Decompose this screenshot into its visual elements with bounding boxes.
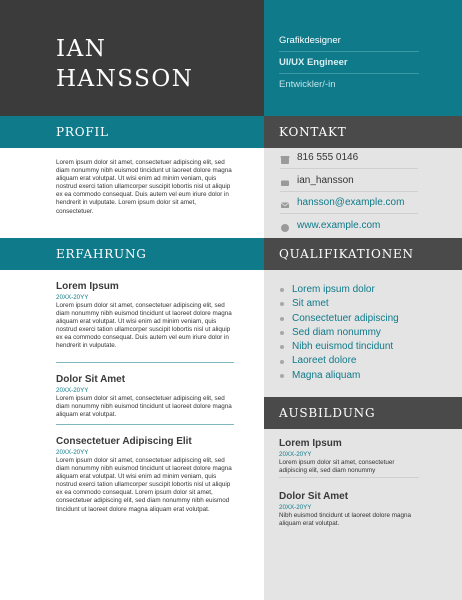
list-item bbox=[280, 369, 450, 383]
experience-divider bbox=[56, 362, 234, 363]
list-item bbox=[280, 312, 450, 326]
section-heading-ausbildung: AUSBILDUNG bbox=[264, 397, 462, 429]
qualification-text: Lorem ipsum dolor bbox=[292, 284, 375, 295]
contact-handle bbox=[280, 172, 450, 188]
contact-handle-text: ian_hansson bbox=[297, 174, 354, 186]
education-title: Dolor Sit Amet bbox=[279, 491, 349, 502]
list-item bbox=[280, 340, 450, 354]
title-uiux-engineer: UI/UX Engineer bbox=[279, 52, 419, 74]
bullet-icon bbox=[280, 317, 284, 321]
list-item bbox=[280, 283, 450, 297]
contact-divider bbox=[280, 213, 418, 214]
contact-phone bbox=[280, 149, 450, 165]
education-entry bbox=[279, 491, 424, 528]
list-item bbox=[280, 354, 450, 368]
education-date: 20XX-20YY bbox=[279, 451, 312, 458]
qualification-text: Consectetuer adipiscing bbox=[292, 312, 399, 324]
section-heading-kontakt: KONTAKT bbox=[264, 116, 462, 148]
last-name: HANSSON bbox=[56, 66, 194, 92]
experience-entry bbox=[56, 374, 234, 419]
education-title: Lorem Ipsum bbox=[279, 438, 342, 449]
list-item bbox=[280, 326, 450, 340]
experience-title: Consectetuer Adipiscing Elit bbox=[56, 436, 192, 447]
experience-date: 20XX-20YY bbox=[56, 294, 89, 301]
title-developer: Entwickler/-in bbox=[279, 79, 336, 90]
list-item bbox=[280, 297, 450, 311]
bullet-icon bbox=[280, 345, 284, 349]
contact-email[interactable] bbox=[280, 194, 450, 210]
bullet-icon bbox=[280, 331, 284, 335]
experience-title: Lorem Ipsum bbox=[56, 281, 119, 292]
experience-description: Lorem ipsum dolor sit amet, consectetuer adipiscing elit, sed diam nonummy nibh euismod tincidunt ut laoreet dolore magna aliquam erat volutpat. Ut wisi enim ad minim veniam, quis nostrud exerci tation ullamcorper suscipit lobortis nisl ut aliquip ex ea commodo consequat. Lorem ipsum dolor sit amet, consectetuer adipiscing elit, sed diam nonummy nibh euismod tincidunt ut laoreet dolore magna aliquam erat volutpat. bbox=[56, 457, 232, 513]
contact-divider bbox=[280, 168, 418, 169]
profile-summary: Lorem ipsum dolor sit amet, consectetuer adipiscing elit, sed diam nonummy nibh euismod tincidunt ut laoreet dolore magna aliquam erat volutpat. Ut wisi enim ad minim veniam, quis nostrud exerci tation ullamcorper suscipit lobortis nisl ut aliquip ex ea commodo consequat. Duis autem vel eum iriure dolor in hendrerit in vulputate. Lorem ipsum dolor sit amet, consectetuer. bbox=[56, 159, 232, 215]
education-description: Lorem ipsum dolor sit amet, consectetuer adipiscing elit, sed diam nonummy bbox=[279, 459, 395, 475]
section-heading-qualifikationen: QUALIFIKATIONEN bbox=[264, 238, 462, 270]
first-name: IAN bbox=[56, 36, 107, 62]
globe-icon bbox=[280, 220, 290, 230]
education-divider bbox=[279, 477, 419, 478]
contact-website[interactable] bbox=[280, 217, 450, 233]
experience-date: 20XX-20YY bbox=[56, 449, 89, 456]
section-heading-profil: PROFIL bbox=[0, 116, 264, 148]
mail-icon bbox=[280, 197, 290, 207]
experience-description: Lorem ipsum dolor sit amet, consectetuer adipiscing elit, sed diam nonummy nibh euismod tincidunt ut laoreet dolore magna aliquam erat volutpat. Ut wisi enim ad minim veniam, quis nostrud exerci tation ullamcorper suscipit lobortis nisl ut aliquip ex ea commodo consequat. Duis autem vel eum iriure dolor in hendrerit in vulputate. bbox=[56, 302, 232, 350]
job-titles-block bbox=[264, 0, 462, 116]
education-description: Nibh euismod tincidunt ut laoreet dolore magna aliquam erat volutpat. bbox=[279, 512, 411, 528]
name-block bbox=[0, 0, 264, 116]
qualification-text: Sed diam nonummy bbox=[292, 326, 381, 338]
experience-entry bbox=[56, 281, 234, 351]
experience-description: Lorem ipsum dolor sit amet, consectetuer adipiscing elit, sed diam nonummy nibh euismod tincidunt ut laoreet dolore magna aliquam erat volutpat. bbox=[56, 395, 232, 419]
experience-divider bbox=[56, 424, 234, 425]
qualification-text: Nibh euismod tincidunt bbox=[292, 341, 394, 353]
qualification-text: Laoreet dolore bbox=[292, 355, 357, 367]
section-heading-erfahrung: ERFAHRUNG bbox=[0, 238, 264, 270]
bullet-icon bbox=[280, 360, 284, 364]
title-graphic-designer: Grafikdesigner bbox=[279, 30, 419, 52]
contact-email-link[interactable]: hansson@example.com bbox=[297, 196, 405, 208]
qualification-text: Sit amet bbox=[292, 298, 329, 310]
phone-icon bbox=[280, 152, 290, 162]
qualification-text: Magna aliquam bbox=[292, 369, 361, 381]
contact-website-link[interactable]: www.example.com bbox=[297, 219, 381, 231]
contact-divider bbox=[280, 191, 418, 192]
bullet-icon bbox=[280, 288, 284, 292]
education-entry bbox=[279, 438, 424, 475]
chat-icon bbox=[280, 175, 290, 185]
education-date: 20XX-20YY bbox=[279, 504, 312, 511]
experience-entry bbox=[56, 436, 234, 514]
experience-title: Dolor Sit Amet bbox=[56, 374, 126, 385]
qualifications-list bbox=[280, 283, 450, 383]
contact-phone-text: 816 555 0146 bbox=[297, 151, 359, 163]
experience-date: 20XX-20YY bbox=[56, 387, 89, 394]
bullet-icon bbox=[280, 302, 284, 306]
bullet-icon bbox=[280, 374, 284, 378]
